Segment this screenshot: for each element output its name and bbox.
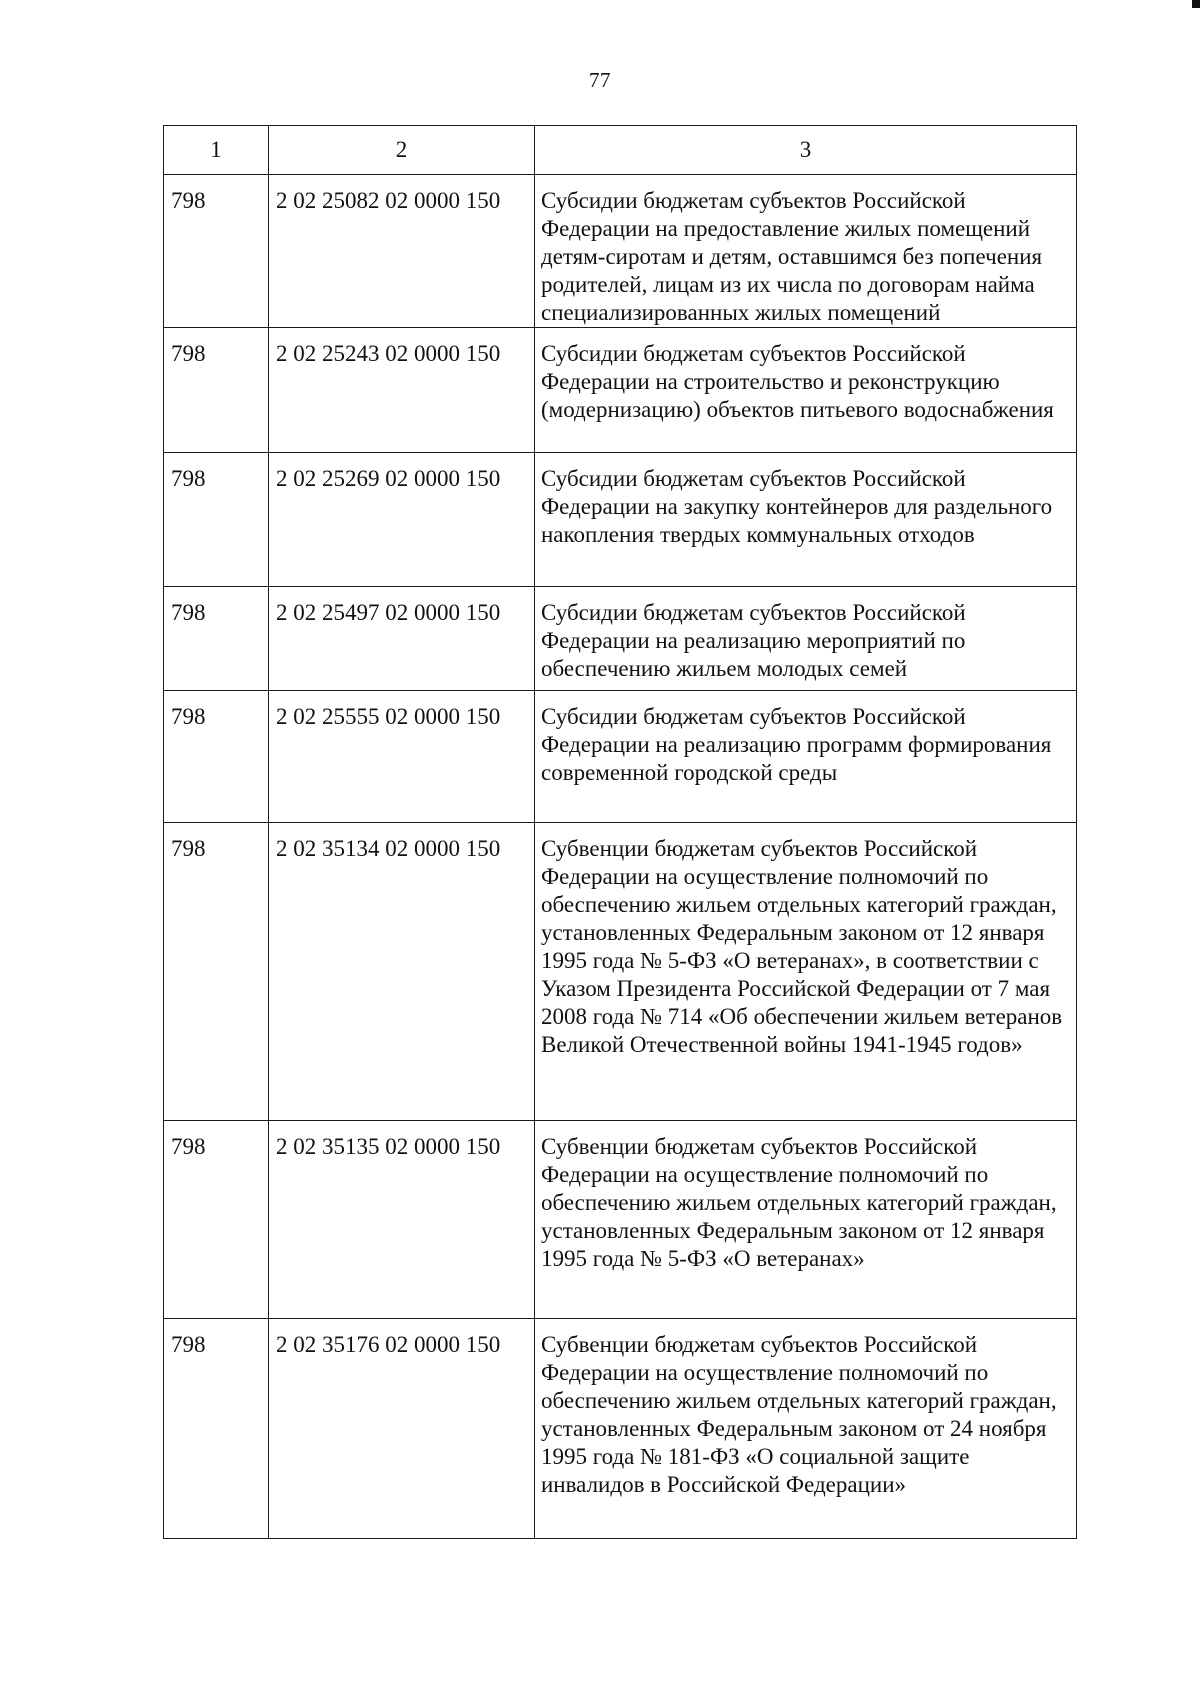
table-row bbox=[164, 1121, 1077, 1319]
admin-code-cell: 798 bbox=[164, 175, 269, 328]
column-header-1: 1 bbox=[164, 126, 269, 175]
revenue-name-cell: Субсидии бюджетам субъектов Российской Федерации на реализацию мероприятий по обеспечению жильем молодых семей bbox=[535, 587, 1077, 691]
table-row bbox=[164, 328, 1077, 453]
kbk-code-cell: 2 02 25243 02 0000 150 bbox=[269, 328, 535, 453]
admin-code-cell: 798 bbox=[164, 1121, 269, 1319]
admin-code-cell: 798 bbox=[164, 453, 269, 587]
column-header-2: 2 bbox=[269, 126, 535, 175]
admin-code-cell: 798 bbox=[164, 691, 269, 823]
admin-code-cell: 798 bbox=[164, 1319, 269, 1539]
kbk-code-cell: 2 02 25269 02 0000 150 bbox=[269, 453, 535, 587]
kbk-code-cell: 2 02 35135 02 0000 150 bbox=[269, 1121, 535, 1319]
revenue-name-cell: Субвенции бюджетам субъектов Российской Федерации на осуществление полномочий по обеспечению жильем отдельных категорий граждан, установленных Федеральным законом от 12 января 1995 года № 5-ФЗ «О ветеранах» bbox=[535, 1121, 1077, 1319]
admin-code-cell: 798 bbox=[164, 328, 269, 453]
table-header-row bbox=[164, 126, 1077, 175]
table-row bbox=[164, 453, 1077, 587]
revenue-name-cell: Субсидии бюджетам субъектов Российской Федерации на реализацию программ формирования современной городской среды bbox=[535, 691, 1077, 823]
admin-code-cell: 798 bbox=[164, 587, 269, 691]
revenue-name-cell: Субвенции бюджетам субъектов Российской Федерации на осуществление полномочий по обеспечению жильем отдельных категорий граждан, установленных Федеральным законом от 12 января 1995 года № 5-ФЗ «О ветеранах», в соответствии с Указом Президента Российской Федерации от 7 мая 2008 года № 714 «Об обеспечении жильем ветеранов Великой Отечественной войны 1941-1945 годов» bbox=[535, 823, 1077, 1121]
admin-code-cell: 798 bbox=[164, 823, 269, 1121]
page-number: 77 bbox=[589, 68, 611, 92]
kbk-code-cell: 2 02 25555 02 0000 150 bbox=[269, 691, 535, 823]
table-row bbox=[164, 1319, 1077, 1539]
revenue-name-cell: Субсидии бюджетам субъектов Российской Федерации на строительство и реконструкцию (модернизацию) объектов питьевого водоснабжения bbox=[535, 328, 1077, 453]
revenue-name-cell: Субсидии бюджетам субъектов Российской Федерации на предоставление жилых помещений детям-сиротам и детям, оставшимся без попечения родителей, лицам из их числа по договорам найма специализированных жилых помещений bbox=[535, 175, 1077, 328]
kbk-code-cell: 2 02 25497 02 0000 150 bbox=[269, 587, 535, 691]
table-row bbox=[164, 175, 1077, 328]
revenue-name-cell: Субсидии бюджетам субъектов Российской Федерации на закупку контейнеров для раздельного накопления твердых коммунальных отходов bbox=[535, 453, 1077, 587]
kbk-code-cell: 2 02 35176 02 0000 150 bbox=[269, 1319, 535, 1539]
table-row bbox=[164, 587, 1077, 691]
revenue-name-cell: Субвенции бюджетам субъектов Российской Федерации на осуществление полномочий по обеспечению жильем отдельных категорий граждан, установленных Федеральным законом от 24 ноября 1995 года № 181-ФЗ «О социальной защите инвалидов в Российской Федерации» bbox=[535, 1319, 1077, 1539]
table-row bbox=[164, 691, 1077, 823]
budget-codes-table bbox=[163, 125, 1077, 1539]
kbk-code-cell: 2 02 35134 02 0000 150 bbox=[269, 823, 535, 1121]
scan-corner-mark bbox=[1192, 0, 1200, 8]
kbk-code-cell: 2 02 25082 02 0000 150 bbox=[269, 175, 535, 328]
column-header-3: 3 bbox=[535, 126, 1077, 175]
table-row bbox=[164, 823, 1077, 1121]
